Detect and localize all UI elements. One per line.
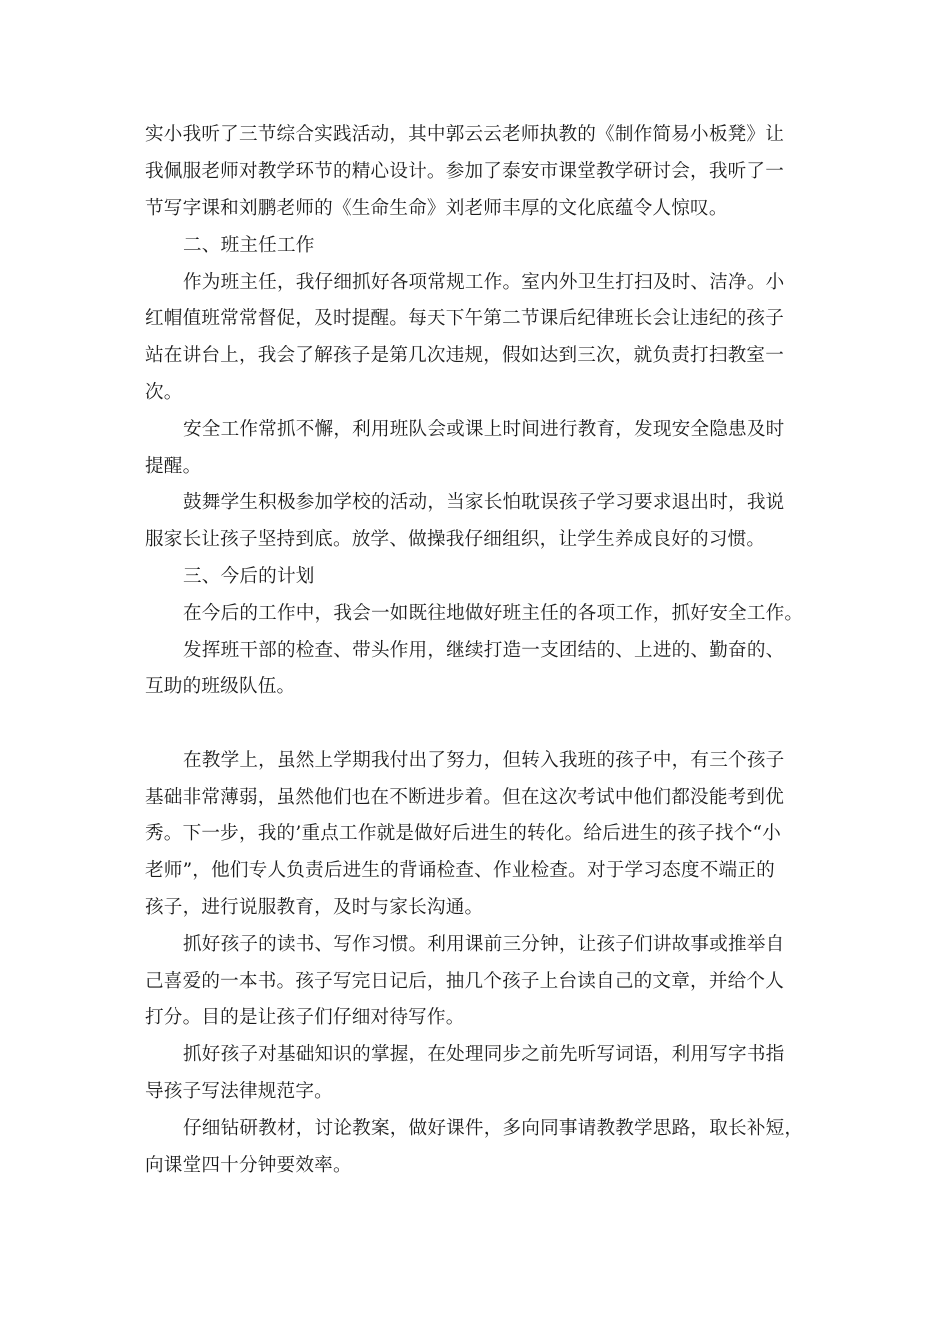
text-line: 抓好孩子对基础知识的掌握，在处理同步之前先听写词语，利用写字书指: [183, 1044, 785, 1065]
text-line: 老师”，他们专人负责后进生的背诵检查、作业检查。对于学习态度不端正的: [145, 860, 775, 881]
text-line: 发挥班干部的检查、带头作用，继续打造一支团结的、上进的、勤奋的、: [183, 640, 785, 661]
text-line: 仔细钻研教材，讨论教案，做好课件，多向同事请教教学思路，取长补短，: [183, 1118, 804, 1139]
text-line: 向课堂四十分钟要效率。: [145, 1155, 352, 1176]
text-line: 我佩服老师对教学环节的精心设计。参加了泰安市课堂教学研讨会，我听了一: [145, 161, 784, 182]
text-line: 在教学上，虽然上学期我付出了努力，但转入我班的孩子中，有三个孩子: [183, 750, 785, 771]
text-line: 抓好孩子的读书、写作习惯。利用课前三分钟，让孩子们讲故事或推举自: [183, 934, 785, 955]
text-line: 鼓舞学生积极参加学校的活动，当家长怕耽误孩子学习要求退出时，我说: [183, 492, 785, 513]
text-line: 节写字课和刘鹏老师的《生命生命》刘老师丰厚的文化底蕴令人惊叹。: [145, 198, 728, 219]
text-line: 打分。目的是让孩子们仔细对待写作。: [145, 1007, 465, 1028]
text-line: 作为班主任，我仔细抓好各项常规工作。室内外卫生打扫及时、洁净。小: [183, 272, 785, 293]
text-line: 红帽值班常常督促，及时提醒。每天下午第二节课后纪律班长会让违纪的孩子: [145, 308, 784, 329]
text-line: 提醒。: [145, 456, 202, 477]
section-heading: 三、今后的计划: [183, 566, 315, 587]
text-line: 在今后的工作中，我会一如既往地做好班主任的各项工作，抓好安全工作。: [183, 603, 804, 624]
text-line: 导孩子写法律规范字。: [145, 1081, 333, 1102]
text-line: 基础非常薄弱，虽然他们也在不断进步着。但在这次考试中他们都没能考到优: [145, 787, 784, 808]
text-line: 孩子，进行说服教育，及时与家长沟通。: [145, 897, 484, 918]
text-line: 安全工作常抓不懈，利用班队会或课上时间进行教育，发现安全隐患及时: [183, 419, 785, 440]
text-line: 实小我听了三节综合实践活动，其中郭云云老师执教的《制作简易小板凳》让: [145, 124, 784, 145]
text-line: 互助的班级队伍。: [145, 676, 296, 697]
text-line: 次。: [145, 382, 183, 403]
text-line: 服家长让孩子坚持到底。放学、做操我仔细组织，让学生养成良好的习惯。: [145, 529, 766, 550]
section-heading: 二、班主任工作: [183, 235, 315, 256]
text-line: 己喜爱的一本书。孩子写完日记后，抽几个孩子上台读自己的文章，并给个人: [145, 971, 784, 992]
text-line: 站在讲台上，我会了解孩子是第几次违规，假如达到三次，就负责打扫教室一: [145, 345, 784, 366]
text-line: 秀。下一步，我的’重点工作就是做好后进生的转化。给后进生的孩子找个“小: [145, 823, 782, 844]
